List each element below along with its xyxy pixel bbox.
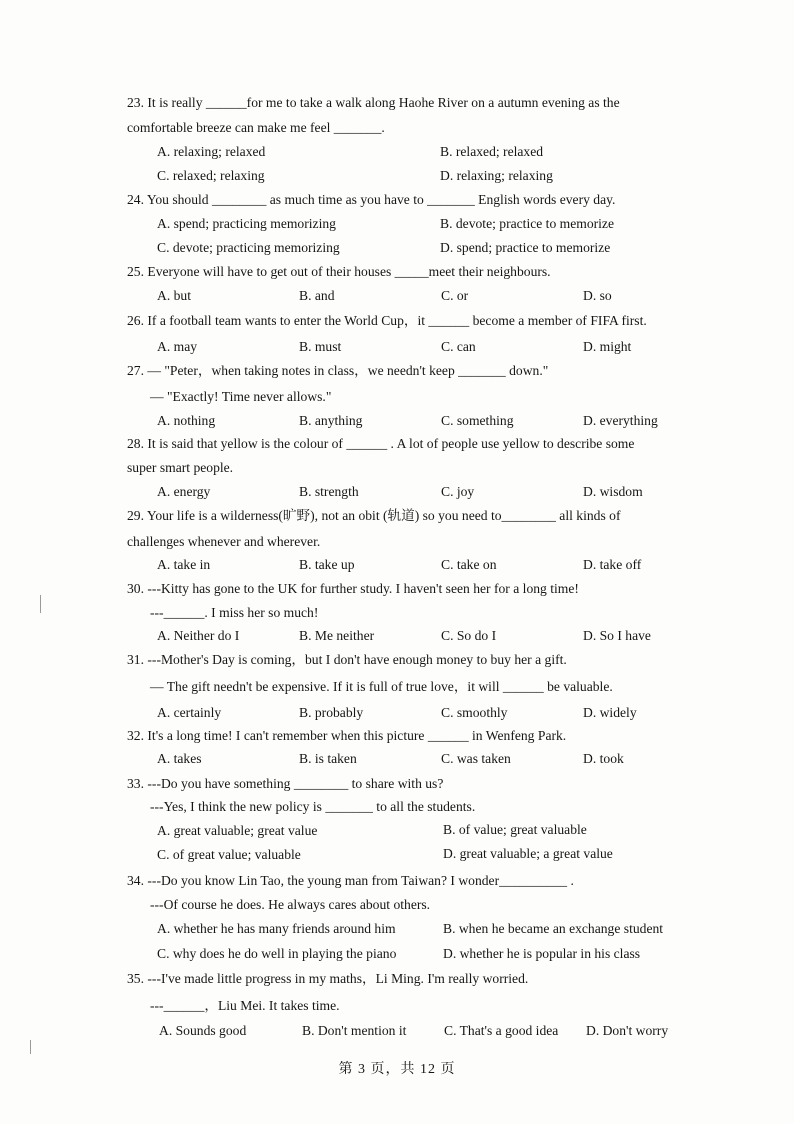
q28-option-d: D. wisdom (583, 484, 643, 499)
q32-option-b: B. is taken (299, 751, 357, 766)
q23-option-d: D. relaxing; relaxing (440, 168, 553, 183)
q26-option-b: B. must (299, 339, 342, 354)
q26-line-1: 26. If a football team wants to enter the World Cup，it ______ become a member of FIFA first. (127, 313, 647, 328)
q28-line-1: 28. It is said that yellow is the colour of ______ . A lot of people use yellow to describe some (127, 436, 635, 451)
q33-option-a: A. great valuable; great value (157, 823, 318, 838)
q30-line-2: ---______. I miss her so much! (150, 605, 319, 620)
q32-line-1: 32. It's a long time! I can't remember when this picture ______ in Wenfeng Park. (127, 728, 567, 743)
q31-line-2: — The gift needn't be expensive. If it is full of true love，it will ______ be valuable. (150, 679, 613, 694)
q29-line-2: challenges whenever and wherever. (127, 534, 321, 549)
q31-option-a: A. certainly (157, 705, 222, 720)
q27-option-b: B. anything (299, 413, 363, 428)
q28-option-a: A. energy (157, 484, 211, 499)
q25-option-d: D. so (583, 288, 612, 303)
q31-option-d: D. widely (583, 705, 637, 720)
q25-option-b: B. and (299, 288, 335, 303)
q33-option-c: C. of great value; valuable (157, 847, 301, 862)
q34-option-b: B. when he became an exchange student (443, 921, 664, 936)
q34-option-c: C. why does he do well in playing the piano (157, 946, 397, 961)
q35-line-1: 35. ---I've made little progress in my maths，Li Ming. I'm really worried. (127, 971, 529, 986)
q33-option-d: D. great valuable; a great value (443, 846, 613, 861)
q27-option-c: C. something (441, 413, 514, 428)
q24-option-b: B. devote; practice to memorize (440, 216, 615, 231)
q30-option-a: A. Neither do I (157, 628, 240, 643)
q31-line-1: 31. ---Mother's Day is coming，but I don't have enough money to buy her a gift. (127, 652, 567, 667)
q29-option-a: A. take in (157, 557, 211, 572)
q29-option-d: D. take off (583, 557, 642, 572)
q35-line-2: ---______，Liu Mei. It takes time. (150, 998, 340, 1013)
q27-option-a: A. nothing (157, 413, 216, 428)
q34-option-d: D. whether he is popular in his class (443, 946, 641, 961)
q31-option-c: C. smoothly (441, 705, 508, 720)
q33-line-1: 33. ---Do you have something ________ to share with us? (127, 776, 444, 791)
q35-option-a: A. Sounds good (159, 1023, 247, 1038)
q34-option-a: A. whether he has many friends around him (157, 921, 396, 936)
q27-line-2: — "Exactly! Time never allows." (150, 389, 332, 404)
page-number: 第 3 页，共 12 页 (338, 1062, 456, 1077)
q23-option-c: C. relaxed; relaxing (157, 168, 265, 183)
q27-line-1: 27. — "Peter，when taking notes in class，we needn't keep _______ down." (127, 363, 549, 378)
q25-option-a: A. but (157, 288, 191, 303)
q26-option-d: D. might (583, 339, 632, 354)
q32-option-d: D. took (583, 751, 624, 766)
scan-artifact (40, 595, 41, 613)
q30-option-d: D. So I have (583, 628, 651, 643)
q30-option-c: C. So do I (441, 628, 497, 643)
q28-option-c: C. joy (441, 484, 475, 499)
q25-line-1: 25. Everyone will have to get out of their houses _____meet their neighbours. (127, 264, 551, 279)
q29-line-1: 29. Your life is a wilderness(旷野), not an obit (轨道) so you need to________ all kinds of (127, 508, 621, 523)
q27-option-d: D. everything (583, 413, 658, 428)
q26-option-c: C. can (441, 339, 476, 354)
q33-line-2: ---Yes, I think the new policy is _______ to all the students. (150, 799, 476, 814)
scan-artifact (30, 1040, 31, 1054)
q23-option-b: B. relaxed; relaxed (440, 144, 544, 159)
q30-option-b: B. Me neither (299, 628, 375, 643)
q23-option-a: A. relaxing; relaxed (157, 144, 266, 159)
q34-line-2: ---Of course he does. He always cares about others. (150, 897, 431, 912)
q29-option-b: B. take up (299, 557, 355, 572)
q28-line-2: super smart people. (127, 460, 234, 475)
q32-option-c: C. was taken (441, 751, 511, 766)
q29-option-c: C. take on (441, 557, 497, 572)
q26-option-a: A. may (157, 339, 198, 354)
q28-option-b: B. strength (299, 484, 359, 499)
q24-line-1: 24. You should ________ as much time as you have to _______ English words every day. (127, 192, 616, 207)
q23-line-2: comfortable breeze can make me feel _______. (127, 120, 385, 135)
q25-option-c: C. or (441, 288, 469, 303)
q34-line-1: 34. ---Do you know Lin Tao, the young man from Taiwan? I wonder__________ . (127, 873, 574, 888)
q33-option-b: B. of value; great valuable (443, 822, 587, 837)
q24-option-c: C. devote; practicing memorizing (157, 240, 340, 255)
q23-line-1: 23. It is really ______for me to take a walk along Haohe River on a autumn evening as the (127, 95, 620, 110)
q35-option-c: C. That's a good idea (444, 1023, 559, 1038)
q30-line-1: 30. ---Kitty has gone to the UK for further study. I haven't seen her for a long time! (127, 581, 579, 596)
q31-option-b: B. probably (299, 705, 364, 720)
q24-option-d: D. spend; practice to memorize (440, 240, 611, 255)
q24-option-a: A. spend; practicing memorizing (157, 216, 336, 231)
q35-option-b: B. Don't mention it (302, 1023, 407, 1038)
q35-option-d: D. Don't worry (586, 1023, 669, 1038)
q32-option-a: A. takes (157, 751, 202, 766)
